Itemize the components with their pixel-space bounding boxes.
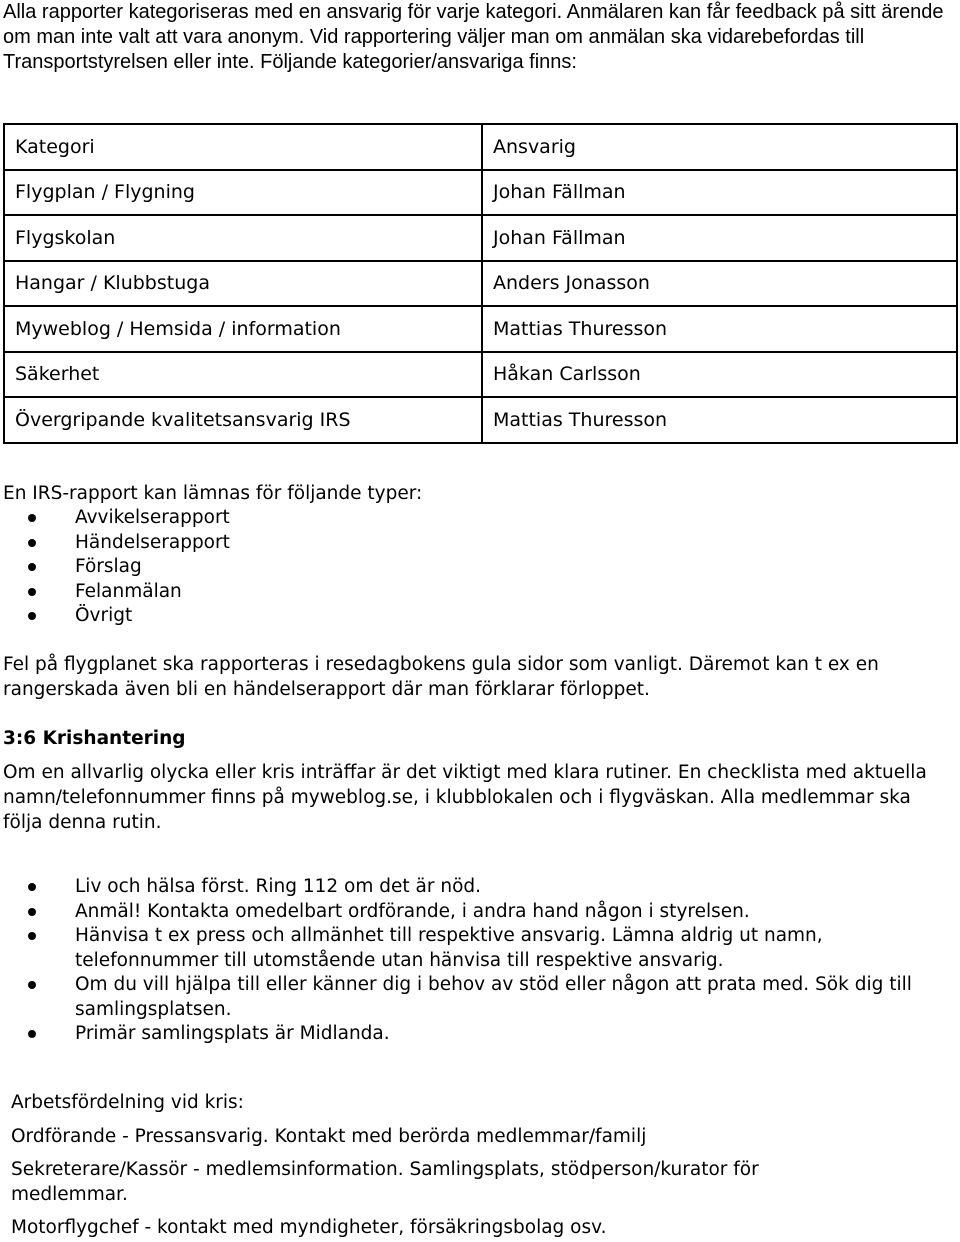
list-item: Primär samlingsplats är Midlanda.: [3, 1022, 953, 1047]
arbetsfordelning-item: Sekreterare/Kassör - medlemsinformation. Samlingsplats, stödperson/kurator för medlemmar.: [11, 1159, 759, 1205]
bullet-icon: [28, 563, 36, 571]
table-row: [4, 215, 957, 261]
irs-section: [3, 481, 953, 629]
bullet-icon: [28, 932, 36, 940]
kategori-cell: Myweblog / Hemsida / information: [4, 306, 482, 352]
bullet-icon: [28, 612, 36, 620]
ansvarig-cell: Johan Fällman: [482, 215, 957, 261]
irs-lead: En IRS-rapport kan lämnas för följande typer:: [3, 483, 423, 504]
table-header-row: [4, 124, 957, 170]
kategori-cell: Övergripande kvalitetsansvarig IRS: [4, 397, 482, 443]
header-kategori: Kategori: [4, 124, 482, 170]
list-item: Liv och hälsa först. Ring 112 om det är nöd.: [3, 875, 953, 900]
table-row: [4, 397, 957, 443]
list-item: Händelserapport: [3, 531, 953, 556]
fel-paragraph: Fel på flygplanet ska rapporteras i resedagbokens gula sidor som vanligt. Däremot kan t ex en rangerskada även bli en händelserapport där man förklarar förloppet.: [3, 654, 879, 700]
bullet-icon: [28, 883, 36, 891]
bullet-icon: [28, 514, 36, 522]
list-item: Övrigt: [3, 604, 953, 629]
bullet-icon: [28, 981, 36, 989]
arbetsfordelning-heading: Arbetsfördelning vid kris:: [11, 1092, 244, 1113]
irs-type-list: [3, 506, 953, 629]
kris-paragraph: Om en allvarlig olycka eller kris inträffar är det viktigt med klara rutiner. En checklista med aktuella namn/telefonnummer finns på myweblog.se, i klubblokalen och i flygväskan. Alla medlemmar ska följa denna rutin.: [3, 762, 927, 833]
kategori-cell: Hangar / Klubbstuga: [4, 261, 482, 307]
kris-steps-list: [3, 875, 953, 1047]
category-table: [3, 123, 958, 444]
section-heading-krishantering: 3:6 Krishantering: [3, 728, 186, 749]
ansvarig-cell: Håkan Carlsson: [482, 352, 957, 398]
list-item: Anmäl! Kontakta omedelbart ordförande, i andra hand någon i styrelsen.: [3, 900, 953, 925]
table-row: [4, 352, 957, 398]
intro-paragraph: Alla rapporter kategoriseras med en ansvarig för varje kategori. Anmälaren kan får feedback på sitt ärende om man inte valt att vara anonym. Vid rapportering väljer man om anmälan ska vidarebefordas till Transportstyrelsen eller inte. Följande kategorier/ansvariga finns:: [3, 1, 944, 73]
bullet-icon: [28, 1030, 36, 1038]
list-item: Om du vill hjälpa till eller känner dig i behov av stöd eller någon att prata med. Sök dig till samlingsplatsen.: [3, 973, 953, 1022]
bullet-icon: [28, 908, 36, 916]
ansvarig-cell: Anders Jonasson: [482, 261, 957, 307]
bullet-icon: [28, 539, 36, 547]
table-row: [4, 306, 957, 352]
ansvarig-cell: Mattias Thuresson: [482, 306, 957, 352]
arbetsfordelning-item: Ordförande - Pressansvarig. Kontakt med berörda medlemmar/familj: [11, 1126, 647, 1147]
list-item: Hänvisa t ex press och allmänhet till respektive ansvarig. Lämna aldrig ut namn, telefonnummer till utomstående utan hänvisa till respektive ansvarig.: [3, 924, 953, 973]
table-row: [4, 170, 957, 216]
table-row: [4, 261, 957, 307]
list-item: Felanmälan: [3, 580, 953, 605]
header-ansvarig: Ansvarig: [482, 124, 957, 170]
arbetsfordelning-item: Motorflygchef - kontakt med myndigheter, försäkringsbolag osv.: [11, 1217, 607, 1238]
bullet-icon: [28, 588, 36, 596]
kategori-cell: Säkerhet: [4, 352, 482, 398]
kategori-cell: Flygskolan: [4, 215, 482, 261]
ansvarig-cell: Johan Fällman: [482, 170, 957, 216]
list-item: Avvikelserapport: [3, 506, 953, 531]
kategori-cell: Flygplan / Flygning: [4, 170, 482, 216]
list-item: Förslag: [3, 555, 953, 580]
ansvarig-cell: Mattias Thuresson: [482, 397, 957, 443]
